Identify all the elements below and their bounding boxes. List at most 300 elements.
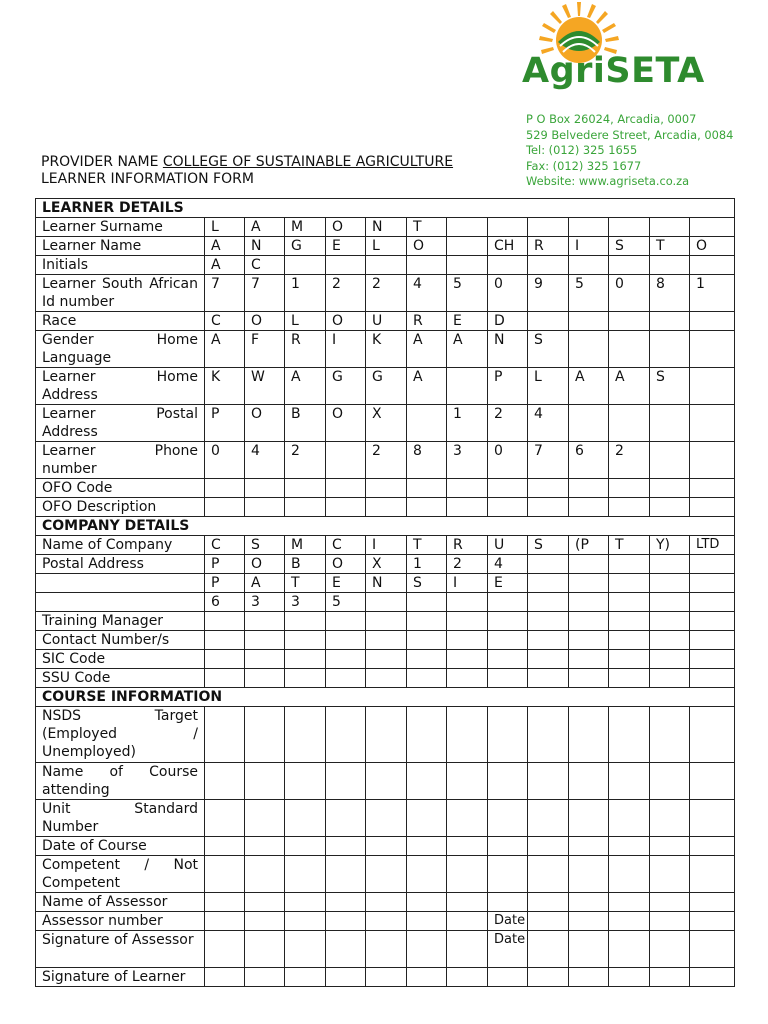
field-cell[interactable] (690, 893, 735, 912)
field-cell[interactable]: CH (488, 237, 528, 256)
field-cell[interactable] (488, 593, 528, 612)
field-cell[interactable] (407, 669, 447, 688)
field-cell[interactable]: A (569, 368, 609, 405)
field-cell[interactable] (569, 968, 609, 987)
field-cell[interactable]: A (205, 331, 245, 368)
field-cell[interactable]: O (326, 555, 366, 574)
field-cell[interactable] (285, 856, 326, 893)
field-cell[interactable] (407, 800, 447, 837)
field-cell[interactable]: O (326, 218, 366, 237)
field-cell[interactable] (609, 800, 650, 837)
field-cell[interactable] (245, 650, 285, 669)
field-cell[interactable] (407, 856, 447, 893)
field-cell[interactable] (528, 800, 569, 837)
field-cell[interactable]: 4 (245, 442, 285, 479)
field-cell[interactable] (447, 479, 488, 498)
field-cell[interactable]: 5 (569, 275, 609, 312)
field-cell[interactable]: P (205, 555, 245, 574)
field-cell[interactable] (285, 612, 326, 631)
field-cell[interactable] (528, 218, 569, 237)
field-cell[interactable]: I (447, 574, 488, 593)
field-cell[interactable]: D (488, 312, 528, 331)
field-cell[interactable] (690, 856, 735, 893)
field-cell[interactable] (650, 650, 690, 669)
field-cell[interactable] (285, 498, 326, 517)
field-cell[interactable] (569, 856, 609, 893)
field-cell[interactable] (407, 405, 447, 442)
field-cell[interactable] (609, 312, 650, 331)
field-cell[interactable] (569, 593, 609, 612)
field-cell[interactable] (447, 763, 488, 800)
field-cell[interactable]: G (366, 368, 407, 405)
field-cell[interactable]: 2 (366, 275, 407, 312)
field-cell[interactable] (690, 612, 735, 631)
field-cell[interactable] (407, 593, 447, 612)
field-cell[interactable] (528, 631, 569, 650)
field-cell[interactable] (205, 669, 245, 688)
field-cell[interactable] (245, 800, 285, 837)
field-cell[interactable] (285, 893, 326, 912)
field-cell[interactable] (447, 893, 488, 912)
field-cell[interactable] (326, 498, 366, 517)
field-cell[interactable]: A (407, 331, 447, 368)
field-cell[interactable] (488, 612, 528, 631)
field-cell[interactable] (528, 669, 569, 688)
field-cell[interactable] (690, 669, 735, 688)
field-cell[interactable] (528, 479, 569, 498)
field-cell[interactable] (650, 931, 690, 968)
field-cell[interactable] (528, 837, 569, 856)
field-cell[interactable]: 1 (407, 555, 447, 574)
field-cell[interactable] (609, 555, 650, 574)
field-cell[interactable] (366, 893, 407, 912)
field-cell[interactable] (407, 631, 447, 650)
field-cell[interactable] (569, 837, 609, 856)
field-cell[interactable]: U (366, 312, 407, 331)
field-cell[interactable]: L (285, 312, 326, 331)
field-cell[interactable] (205, 800, 245, 837)
field-cell[interactable]: 2 (285, 442, 326, 479)
field-cell[interactable] (407, 763, 447, 800)
field-cell[interactable] (285, 912, 326, 931)
field-cell[interactable] (407, 837, 447, 856)
field-cell[interactable] (650, 800, 690, 837)
field-cell[interactable] (366, 707, 407, 763)
field-cell[interactable]: 5 (326, 593, 366, 612)
field-cell[interactable] (285, 669, 326, 688)
field-cell[interactable]: 2 (609, 442, 650, 479)
field-cell[interactable] (326, 669, 366, 688)
field-cell[interactable]: M (285, 218, 326, 237)
field-cell[interactable] (569, 555, 609, 574)
field-cell[interactable]: N (366, 218, 407, 237)
field-cell[interactable]: A (245, 218, 285, 237)
field-cell[interactable] (366, 498, 407, 517)
field-cell[interactable]: O (245, 405, 285, 442)
field-cell[interactable] (205, 893, 245, 912)
field-cell[interactable] (690, 555, 735, 574)
field-cell[interactable] (326, 650, 366, 669)
field-cell[interactable]: (P (569, 536, 609, 555)
field-cell[interactable] (205, 931, 245, 968)
field-cell[interactable] (650, 405, 690, 442)
field-cell[interactable] (205, 912, 245, 931)
field-cell[interactable] (447, 800, 488, 837)
field-cell[interactable]: 2 (488, 405, 528, 442)
field-cell[interactable] (205, 498, 245, 517)
field-cell[interactable] (285, 931, 326, 968)
field-cell[interactable] (326, 763, 366, 800)
field-cell[interactable]: A (447, 331, 488, 368)
field-cell[interactable]: P (205, 405, 245, 442)
field-cell[interactable] (650, 479, 690, 498)
field-cell[interactable] (528, 968, 569, 987)
field-cell[interactable] (447, 593, 488, 612)
field-cell[interactable] (650, 256, 690, 275)
field-cell[interactable]: 9 (528, 275, 569, 312)
field-cell[interactable]: 3 (285, 593, 326, 612)
field-cell[interactable] (407, 498, 447, 517)
field-cell[interactable] (609, 612, 650, 631)
field-cell[interactable] (285, 968, 326, 987)
field-cell[interactable] (366, 912, 407, 931)
field-cell[interactable] (488, 256, 528, 275)
field-cell[interactable]: C (205, 312, 245, 331)
field-cell[interactable] (609, 650, 650, 669)
field-cell[interactable]: E (326, 237, 366, 256)
field-cell[interactable]: A (285, 368, 326, 405)
field-cell[interactable] (245, 968, 285, 987)
field-cell[interactable] (528, 612, 569, 631)
field-cell[interactable] (650, 763, 690, 800)
field-cell[interactable] (690, 479, 735, 498)
field-cell[interactable] (447, 856, 488, 893)
field-cell[interactable]: 5 (447, 275, 488, 312)
field-cell[interactable]: A (609, 368, 650, 405)
field-cell[interactable]: 1 (447, 405, 488, 442)
field-cell[interactable] (245, 763, 285, 800)
field-cell[interactable] (690, 256, 735, 275)
field-cell[interactable] (569, 800, 609, 837)
field-cell[interactable]: P (205, 574, 245, 593)
field-cell[interactable]: G (326, 368, 366, 405)
field-cell[interactable] (528, 707, 569, 763)
field-cell[interactable] (488, 800, 528, 837)
field-cell[interactable] (609, 218, 650, 237)
field-cell[interactable]: Y) (650, 536, 690, 555)
field-cell[interactable] (528, 856, 569, 893)
field-cell[interactable] (528, 593, 569, 612)
field-cell[interactable]: S (528, 536, 569, 555)
field-cell[interactable] (285, 763, 326, 800)
field-cell[interactable] (488, 893, 528, 912)
field-cell[interactable] (609, 763, 650, 800)
field-cell[interactable]: C (205, 536, 245, 555)
field-cell[interactable] (609, 256, 650, 275)
field-cell[interactable] (447, 256, 488, 275)
field-cell[interactable] (326, 256, 366, 275)
field-cell[interactable] (205, 707, 245, 763)
field-cell[interactable] (569, 669, 609, 688)
field-cell[interactable] (366, 837, 407, 856)
field-cell[interactable] (326, 912, 366, 931)
field-cell[interactable]: W (245, 368, 285, 405)
field-cell[interactable] (447, 968, 488, 987)
field-cell[interactable] (690, 331, 735, 368)
field-cell[interactable] (528, 312, 569, 331)
field-cell[interactable]: P (488, 368, 528, 405)
field-cell[interactable]: O (245, 555, 285, 574)
field-cell[interactable] (447, 912, 488, 931)
field-cell[interactable]: 1 (690, 275, 735, 312)
field-cell[interactable] (690, 312, 735, 331)
field-cell[interactable] (205, 650, 245, 669)
field-cell[interactable] (407, 612, 447, 631)
field-cell[interactable] (245, 479, 285, 498)
field-cell[interactable] (528, 893, 569, 912)
field-cell[interactable] (569, 631, 609, 650)
field-cell[interactable] (366, 631, 407, 650)
field-cell[interactable]: Date (488, 931, 528, 968)
field-cell[interactable] (285, 631, 326, 650)
field-cell[interactable] (569, 256, 609, 275)
field-cell[interactable]: X (366, 555, 407, 574)
field-cell[interactable] (366, 479, 407, 498)
field-cell[interactable]: S (407, 574, 447, 593)
field-cell[interactable] (650, 669, 690, 688)
field-cell[interactable]: A (245, 574, 285, 593)
field-cell[interactable] (528, 555, 569, 574)
field-cell[interactable]: R (285, 331, 326, 368)
field-cell[interactable]: R (528, 237, 569, 256)
field-cell[interactable] (690, 912, 735, 931)
field-cell[interactable] (690, 405, 735, 442)
field-cell[interactable]: M (285, 536, 326, 555)
field-cell[interactable] (407, 931, 447, 968)
field-cell[interactable]: 7 (205, 275, 245, 312)
field-cell[interactable] (488, 707, 528, 763)
field-cell[interactable] (447, 218, 488, 237)
field-cell[interactable]: S (528, 331, 569, 368)
field-cell[interactable] (326, 442, 366, 479)
field-cell[interactable] (690, 574, 735, 593)
field-cell[interactable]: L (205, 218, 245, 237)
field-cell[interactable] (690, 707, 735, 763)
field-cell[interactable] (447, 612, 488, 631)
field-cell[interactable] (528, 498, 569, 517)
field-cell[interactable] (650, 218, 690, 237)
field-cell[interactable]: 2 (366, 442, 407, 479)
field-cell[interactable] (245, 631, 285, 650)
field-cell[interactable] (650, 968, 690, 987)
field-cell[interactable] (326, 968, 366, 987)
field-cell[interactable] (205, 837, 245, 856)
field-cell[interactable] (326, 612, 366, 631)
field-cell[interactable] (245, 912, 285, 931)
field-cell[interactable] (447, 707, 488, 763)
field-cell[interactable] (285, 837, 326, 856)
field-cell[interactable] (609, 931, 650, 968)
field-cell[interactable] (690, 442, 735, 479)
field-cell[interactable] (528, 574, 569, 593)
field-cell[interactable]: F (245, 331, 285, 368)
field-cell[interactable]: T (407, 536, 447, 555)
field-cell[interactable] (569, 405, 609, 442)
field-cell[interactable]: I (326, 331, 366, 368)
field-cell[interactable] (326, 856, 366, 893)
field-cell[interactable] (650, 442, 690, 479)
field-cell[interactable] (690, 763, 735, 800)
field-cell[interactable] (569, 331, 609, 368)
field-cell[interactable] (569, 479, 609, 498)
field-cell[interactable] (205, 763, 245, 800)
field-cell[interactable] (528, 763, 569, 800)
field-cell[interactable] (650, 837, 690, 856)
field-cell[interactable] (245, 856, 285, 893)
field-cell[interactable] (569, 707, 609, 763)
field-cell[interactable] (569, 312, 609, 331)
field-cell[interactable]: S (609, 237, 650, 256)
field-cell[interactable] (245, 498, 285, 517)
field-cell[interactable] (366, 763, 407, 800)
field-cell[interactable]: O (326, 405, 366, 442)
field-cell[interactable] (609, 837, 650, 856)
field-cell[interactable] (488, 763, 528, 800)
field-cell[interactable] (407, 968, 447, 987)
field-cell[interactable] (569, 893, 609, 912)
field-cell[interactable]: 3 (447, 442, 488, 479)
field-cell[interactable] (245, 707, 285, 763)
field-cell[interactable] (366, 669, 407, 688)
field-cell[interactable]: 7 (528, 442, 569, 479)
field-cell[interactable] (609, 479, 650, 498)
field-cell[interactable] (245, 931, 285, 968)
field-cell[interactable]: 4 (488, 555, 528, 574)
field-cell[interactable]: X (366, 405, 407, 442)
field-cell[interactable] (285, 800, 326, 837)
field-cell[interactable]: 3 (245, 593, 285, 612)
field-cell[interactable] (488, 968, 528, 987)
field-cell[interactable] (488, 650, 528, 669)
field-cell[interactable] (447, 498, 488, 517)
field-cell[interactable]: L (366, 237, 407, 256)
field-cell[interactable] (569, 650, 609, 669)
field-cell[interactable] (205, 856, 245, 893)
field-cell[interactable]: 1 (285, 275, 326, 312)
field-cell[interactable]: LTD (690, 536, 735, 555)
field-cell[interactable]: C (326, 536, 366, 555)
field-cell[interactable]: 2 (447, 555, 488, 574)
field-cell[interactable] (488, 856, 528, 893)
field-cell[interactable] (488, 218, 528, 237)
field-cell[interactable]: 0 (488, 275, 528, 312)
field-cell[interactable] (245, 893, 285, 912)
field-cell[interactable] (690, 218, 735, 237)
field-cell[interactable] (569, 931, 609, 968)
field-cell[interactable] (569, 574, 609, 593)
field-cell[interactable] (285, 256, 326, 275)
field-cell[interactable]: 0 (609, 275, 650, 312)
field-cell[interactable] (447, 631, 488, 650)
field-cell[interactable]: T (650, 237, 690, 256)
field-cell[interactable] (366, 856, 407, 893)
field-cell[interactable] (609, 912, 650, 931)
field-cell[interactable] (528, 650, 569, 669)
field-cell[interactable] (650, 707, 690, 763)
field-cell[interactable] (366, 931, 407, 968)
field-cell[interactable] (447, 650, 488, 669)
field-cell[interactable] (569, 498, 609, 517)
field-cell[interactable] (650, 331, 690, 368)
field-cell[interactable]: 0 (205, 442, 245, 479)
field-cell[interactable] (326, 707, 366, 763)
field-cell[interactable] (609, 669, 650, 688)
field-cell[interactable] (609, 593, 650, 612)
field-cell[interactable] (285, 650, 326, 669)
field-cell[interactable]: R (447, 536, 488, 555)
field-cell[interactable] (447, 368, 488, 405)
field-cell[interactable] (407, 912, 447, 931)
field-cell[interactable] (609, 631, 650, 650)
field-cell[interactable]: T (609, 536, 650, 555)
field-cell[interactable]: 8 (650, 275, 690, 312)
field-cell[interactable] (569, 612, 609, 631)
field-cell[interactable] (569, 912, 609, 931)
field-cell[interactable] (245, 837, 285, 856)
field-cell[interactable] (609, 707, 650, 763)
field-cell[interactable] (488, 837, 528, 856)
field-cell[interactable] (650, 631, 690, 650)
field-cell[interactable] (650, 893, 690, 912)
field-cell[interactable]: K (366, 331, 407, 368)
field-cell[interactable] (326, 893, 366, 912)
field-cell[interactable] (447, 931, 488, 968)
field-cell[interactable] (690, 498, 735, 517)
field-cell[interactable] (366, 968, 407, 987)
field-cell[interactable]: U (488, 536, 528, 555)
field-cell[interactable]: S (245, 536, 285, 555)
field-cell[interactable] (205, 612, 245, 631)
field-cell[interactable] (650, 312, 690, 331)
field-cell[interactable] (528, 256, 569, 275)
field-cell[interactable]: 6 (569, 442, 609, 479)
field-cell[interactable]: 6 (205, 593, 245, 612)
field-cell[interactable]: T (285, 574, 326, 593)
field-cell[interactable]: R (407, 312, 447, 331)
field-cell[interactable] (447, 837, 488, 856)
field-cell[interactable]: 4 (528, 405, 569, 442)
field-cell[interactable]: I (569, 237, 609, 256)
field-cell[interactable]: B (285, 555, 326, 574)
field-cell[interactable]: O (407, 237, 447, 256)
field-cell[interactable] (366, 256, 407, 275)
field-cell[interactable] (569, 218, 609, 237)
field-cell[interactable] (650, 574, 690, 593)
field-cell[interactable]: Date (488, 912, 528, 931)
field-cell[interactable]: E (447, 312, 488, 331)
field-cell[interactable]: 7 (245, 275, 285, 312)
field-cell[interactable]: 8 (407, 442, 447, 479)
field-cell[interactable] (447, 237, 488, 256)
field-cell[interactable] (488, 479, 528, 498)
field-cell[interactable] (609, 893, 650, 912)
field-cell[interactable] (205, 631, 245, 650)
field-cell[interactable] (326, 931, 366, 968)
field-cell[interactable] (205, 968, 245, 987)
field-cell[interactable]: 0 (488, 442, 528, 479)
field-cell[interactable] (245, 612, 285, 631)
field-cell[interactable] (609, 498, 650, 517)
